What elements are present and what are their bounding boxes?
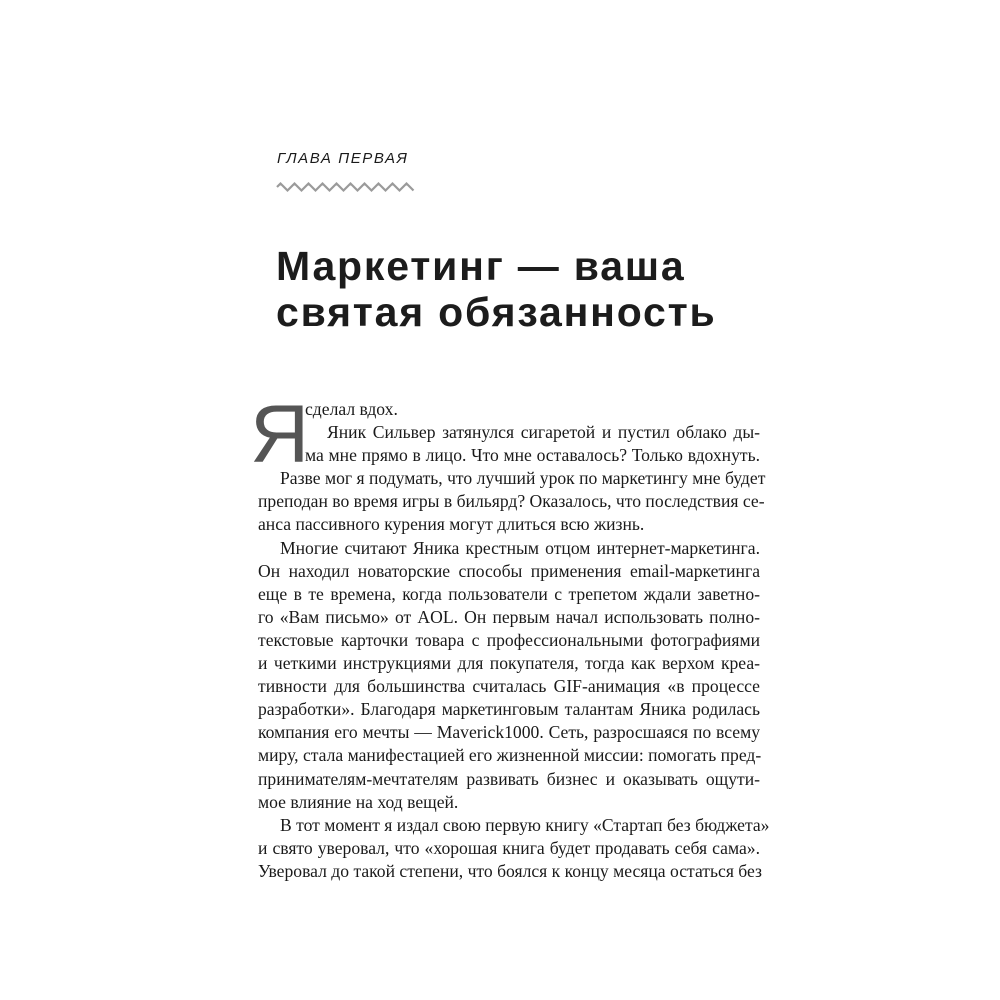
text-line: Он находил новаторские способы применения email-маркетинга [258, 560, 760, 581]
text-line: Разве мог я подумать, что лучший урок по маркетингу мне будет [280, 468, 766, 489]
text-line: анса пассивного курения могут длиться всю жизнь. [258, 514, 645, 535]
text-line: В тот момент я издал свою первую книгу «Стартап без бюджета» [280, 814, 770, 835]
text-line: компания его мечты — Maverick1000. Сеть, разросшаяся по всему [258, 722, 760, 743]
drop-cap: Я [250, 389, 310, 480]
wave-divider-icon [276, 180, 416, 194]
text-line: мое влияние на ход вещей. [258, 791, 459, 812]
text-line: Уверовал до такой степени, что боялся к концу месяца остаться без [258, 860, 762, 881]
chapter-title-line-1: Маркетинг — ваша [276, 243, 686, 289]
text-line: текстовые карточки товара с профессиональными фотографиями [258, 629, 760, 650]
text-line: тивности для большинства считалась GIF-анимация «в процессе [258, 676, 760, 697]
chapter-label: ГЛАВА ПЕРВАЯ [277, 150, 409, 167]
text-line: преподан во время игры в бильярд? Оказалось, что последствия се- [258, 491, 765, 512]
text-line: разработки». Благодаря маркетинговым талантам Яника родилась [258, 699, 760, 720]
text-line: и четкими инструкциями для покупателя, тогда как верхом креа- [258, 653, 760, 674]
text-line: Яник Сильвер затянулся сигаретой и пустил облако ды- [327, 422, 760, 443]
text-line: сделал вдох. [305, 399, 398, 419]
body-text [250, 389, 770, 883]
chapter-title-line-2: святая обязанность [276, 289, 717, 335]
text-line: и свято уверовал, что «хорошая книга будет продавать себя сама». [258, 837, 760, 858]
chapter-title [276, 243, 756, 335]
text-line: еще в те времена, когда пользователи с трепетом ждали заветно- [258, 583, 760, 604]
text-line: миру, стала манифестацией его жизненной миссии: помогать пред- [258, 745, 762, 766]
text-line: принимателям-мечтателям развивать бизнес и оказывать ощути- [258, 768, 760, 789]
text-line: го «Вам письмо» от AOL. Он первым начал использовать полно- [258, 606, 760, 627]
text-line: Многие считают Яника крестным отцом интернет-маркетинга. [280, 537, 760, 558]
text-line: ма мне прямо в лицо. Что мне оставалось? Только вдохнуть. [305, 445, 760, 466]
